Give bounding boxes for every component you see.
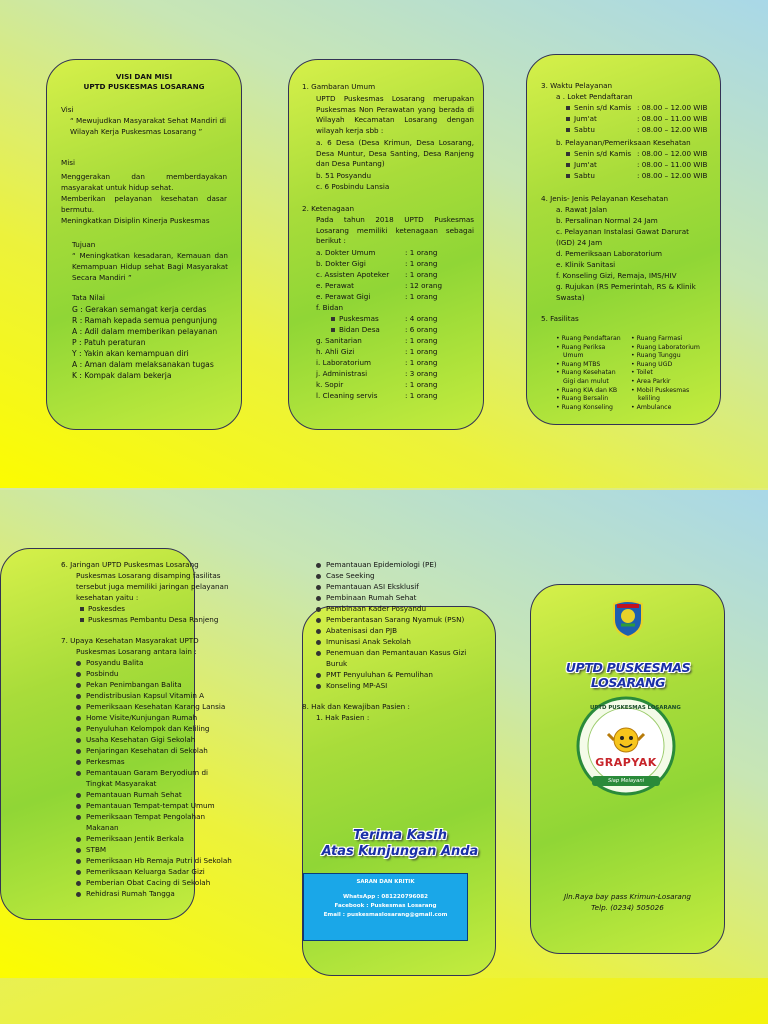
bullet-icon [76, 683, 81, 688]
wilayah-item: c. 6 Posbindu Lansia [316, 182, 390, 191]
upaya-label: Imunisasi Anak Sekolah [326, 637, 411, 646]
bullet-icon [566, 106, 570, 110]
tujuan-text: “ Meningkatkan kesadaran, Kemauan dan Kemampuan Hidup sehat Bagi Masyarakat Secara Mandiri ” [72, 251, 228, 282]
upaya-item [76, 746, 208, 757]
bullet-icon [76, 694, 81, 699]
misi-item: Meningkatkan Disiplin Kinerja Puskesmas [61, 216, 210, 225]
upaya-item [76, 790, 182, 801]
upaya-label: Posyandu Balita [86, 658, 144, 667]
tata-nilai-item: G : Gerakan semangat kerja cerdas [72, 305, 207, 314]
bullet-icon [566, 163, 570, 167]
staff-role: l. Cleaning servis [316, 391, 378, 400]
layanan-item: e. Klinik Sanitasi [556, 260, 616, 269]
staff-role [331, 314, 379, 325]
staff-role: b. Dokter Gigi [316, 259, 366, 268]
section-text: 1. Hak Pasien : [316, 713, 370, 722]
upaya-item [316, 637, 411, 648]
section-title: 3. Waktu Pelayanan [541, 81, 613, 90]
upaya-label: Pemeriksaan Hb Remaja Putri di Sekolah [86, 856, 232, 865]
grapyak-logo [576, 696, 681, 796]
section-title: 1. Gambaran Umum [302, 82, 376, 91]
jaringan-item [80, 604, 125, 615]
phone-line: Telp. (0234) 505026 [591, 903, 664, 912]
upaya-label: Konseling MP-ASI [326, 681, 388, 690]
upaya-item [76, 801, 215, 812]
staff-count: : 1 orang [405, 259, 438, 268]
upaya-label: Pemberian Obat Cacing di Sekolah [86, 878, 211, 887]
wilayah-item: a. 6 Desa (Desa Krimun, Desa Losarang, Desa Muntur, Desa Santing, Desa Ranjeng dan Desa Puntang) [316, 138, 474, 169]
fasilitas-item: • Area Parkir [631, 378, 671, 385]
upaya-label: Home Visite/Kunjungan Rumah [86, 713, 198, 722]
fasilitas-label: Ruang Laboratorium [636, 343, 700, 351]
upaya-label: Pemantauan Rumah Sehat [86, 790, 182, 799]
fasilitas-item: • Mobil Puskesmas [631, 386, 690, 394]
bullet-icon [76, 892, 81, 897]
staff-count: : 1 orang [405, 336, 438, 345]
fasilitas-item: • Ruang Kesehatan [556, 369, 616, 377]
layanan-item: g. Rujukan (RS Pemerintah, RS & Klinik [556, 282, 696, 291]
upaya-item [316, 582, 419, 593]
upaya-item [76, 768, 208, 779]
fasilitas-item: • Ruang Periksa [556, 343, 606, 351]
schedule-time: : 08.00 – 12.00 WIB [637, 125, 708, 134]
saran-kritik-box [303, 873, 468, 941]
bullet-icon [316, 585, 321, 590]
fasilitas-label: Area Parkir [636, 378, 671, 385]
upaya-item [76, 812, 205, 823]
fasilitas-label: Ruang KIA dan KB [561, 386, 618, 394]
fasilitas-label: Mobil Puskesmas [636, 386, 690, 394]
fasilitas-item: • Ambulance [631, 403, 672, 411]
wilayah-item: b. 51 Posyandu [316, 171, 372, 180]
layanan-item: a. Rawat Jalan [556, 205, 608, 214]
emblem-shape [611, 598, 645, 638]
bullet-icon [566, 174, 570, 178]
bullet-icon [316, 563, 321, 568]
fasilitas-label: Ruang Farmasi [636, 335, 683, 342]
fasilitas-item: • Ruang Farmasi [631, 335, 683, 342]
upaya-label: Pemeriksaan Kesehatan Karang Lansia [86, 702, 226, 711]
upaya-label: Penemuan dan Pemantauan Kasus Gizi [326, 648, 467, 657]
day-label: Sabtu [574, 171, 595, 180]
visi-text: “ Mewujudkan Masyarakat Sehat Mandiri di Wilayah Kerja Puskesmas Losarang ” [70, 116, 226, 136]
logo-tagline: Siap Melayani [607, 778, 645, 784]
bullet-icon [316, 607, 321, 612]
schedule-day [566, 114, 597, 125]
schedule-time: : 08.00 – 12.00 WIB [637, 103, 708, 112]
staff-role: k. Sopir [316, 380, 344, 389]
section-text: Pada tahun 2018 UPTD Puskesmas Losarang memiliki ketenagaan sebagai berikut : [316, 215, 474, 246]
staff-count: : 1 orang [405, 347, 438, 356]
bullet-icon [76, 793, 81, 798]
section-text: kesehatan yaitu : [76, 593, 139, 602]
fasilitas-item: • Ruang MTBS [556, 360, 601, 368]
bullet-icon [76, 881, 81, 886]
staff-role: j. Administrasi [316, 369, 368, 378]
layanan-item: d. Pemeriksaan Laboratorium [556, 249, 663, 258]
bullet-icon [316, 640, 321, 645]
bullet-icon [76, 804, 81, 809]
layanan-item: b. Persalinan Normal 24 Jam [556, 216, 658, 225]
jaringan-label: Puskesmas Pembantu Desa Ranjeng [88, 615, 219, 624]
fasilitas-item: • Toilet [631, 369, 653, 377]
section-text: Puskesmas Losarang disamping fasilitas [76, 571, 221, 580]
bullet-icon [566, 128, 570, 132]
staff-count: : 6 orang [405, 325, 438, 334]
upaya-item [76, 658, 143, 669]
schedule-day [566, 125, 595, 136]
misi-label: Misi [61, 158, 75, 167]
upaya-label: Usaha Kesehatan Gigi Sekolah [86, 735, 196, 744]
visi-label: Visi [61, 105, 74, 114]
tata-nilai-label: Tata Nilai [72, 293, 105, 302]
logo-wordmark: GRAPYAK [595, 756, 657, 769]
section-title: 2. Ketenagaan [302, 204, 355, 213]
section-text: Puskesmas Losarang antara lain : [76, 647, 197, 656]
bullet-icon [76, 661, 81, 666]
bullet-icon [331, 328, 335, 332]
upaya-item [316, 626, 397, 637]
upaya-item [76, 845, 106, 856]
upaya-label: Pemberantasan Sarang Nyamuk (PSN) [326, 615, 465, 624]
schedule-time: : 08.00 – 11.00 WIB [637, 114, 708, 123]
staff-count: : 4 orang [405, 314, 438, 323]
tujuan-label: Tujuan [72, 240, 96, 249]
day-label: Sabtu [574, 125, 595, 134]
panel-heading: VISI DAN MISI [115, 72, 173, 81]
section-title: 7. Upaya Kesehatan Masyarakat UPTD [61, 636, 199, 645]
upaya-label: Pemeriksaan Keluarga Sadar Gizi [86, 867, 205, 876]
staff-role: f. Bidan [316, 303, 344, 312]
upaya-item [76, 713, 197, 724]
bullet-icon [76, 727, 81, 732]
section-title: 8. Hak dan Kewajiban Pasien : [302, 702, 410, 711]
upaya-label: Penyuluhan Kelompok dan Keliling [86, 724, 210, 733]
panel-subheading: UPTD PUSKESMAS LOSARANG [83, 82, 205, 91]
upaya-item: Makanan [86, 823, 119, 832]
tata-nilai-item: A : Adil dalam memberikan pelayanan [72, 327, 218, 336]
tata-nilai-item: A : Aman dalam melaksanakan tugas [72, 360, 214, 369]
section-title: 4. Jenis- Jenis Pelayanan Kesehatan [541, 194, 669, 203]
bullet-icon [80, 607, 84, 611]
bullet-icon [566, 152, 570, 156]
upaya-item: Tingkat Masyarakat [86, 779, 157, 788]
upaya-label: Pemeriksaan Jentik Berkala [86, 834, 184, 843]
bullet-icon [76, 738, 81, 743]
staff-role: h. Ahli Gizi [316, 347, 355, 356]
upaya-item [76, 834, 184, 845]
thanks-line-1: Terima Kasih [352, 828, 447, 843]
tata-nilai-item: P : Patuh peraturan [72, 338, 146, 347]
upaya-item [76, 889, 175, 900]
staff-count: : 1 orang [405, 270, 438, 279]
bullet-icon [316, 596, 321, 601]
upaya-label: Posbindu [86, 669, 119, 678]
day-label: Senin s/d Kamis [574, 103, 632, 112]
upaya-item [76, 702, 225, 713]
upaya-label: Pemeriksaan Tempat Pengolahan [86, 812, 206, 821]
upaya-label: Abatenisasi dan PJB [326, 626, 398, 635]
upaya-item [76, 878, 210, 889]
email-contact[interactable]: Email : puskesmaslosarang@gmail.com [323, 912, 448, 918]
staff-role: e. Perawat Gigi [316, 292, 371, 301]
facebook-contact[interactable]: Facebook : Puskesmas Losarang [334, 903, 437, 909]
fasilitas-label: Ruang Tunggu [636, 352, 681, 360]
upaya-item [316, 670, 433, 681]
upaya-label: Pemantauan Garam Beryodium di [86, 768, 209, 777]
jaringan-label: Poskesdes [88, 604, 126, 613]
staff-count: : 1 orang [405, 292, 438, 301]
fasilitas-item: Umum [563, 352, 584, 360]
misi-item: Memberikan pelayanan kesehatan dasar bermutu. [61, 194, 227, 214]
thanks-line-2: Atas Kunjungan Anda [321, 844, 479, 859]
upaya-item [76, 680, 182, 691]
bullet-icon [76, 760, 81, 765]
bullet-icon [331, 317, 335, 321]
staff-count: : 3 orang [405, 369, 438, 378]
fasilitas-item: • Ruang Laboratorium [631, 343, 700, 351]
upaya-item [76, 757, 125, 768]
layanan-item: (IGD) 24 Jam [556, 238, 603, 247]
upaya-item [316, 681, 387, 692]
staff-role: i. Laboratorium [316, 358, 372, 367]
tata-nilai-item: K : Kompak dalam bekerja [72, 371, 172, 380]
upaya-label: Pemantauan Epidemiologi (PE) [326, 560, 437, 569]
staff-role-label: Puskesmas [339, 314, 379, 323]
misi-item: Menggerakan dan memberdayakan masyarakat untuk hidup sehat. [61, 172, 227, 192]
staff-role: e. Perawat [316, 281, 354, 290]
section-title: 5. Fasilitas [541, 314, 579, 323]
section-text: tersebut juga memiliki jaringan pelayanan [76, 582, 229, 591]
schedule-day [566, 103, 631, 114]
fasilitas-item: • Ruang KIA dan KB [556, 386, 618, 394]
fasilitas-label: Ruang Konseling [561, 403, 613, 411]
staff-count: : 1 orang [405, 248, 438, 257]
upaya-item: Buruk [326, 659, 348, 668]
upaya-item [76, 724, 209, 735]
schedule-time: : 08.00 – 11.00 WIB [637, 160, 708, 169]
fasilitas-label: Ruang Bersalin [561, 395, 609, 403]
cover-title: UPTD PUSKESMAS LOSARANG [565, 660, 691, 690]
day-label: Senin s/d Kamis [574, 149, 632, 158]
bullet-icon [76, 870, 81, 875]
upaya-item [316, 560, 437, 571]
tata-nilai-item: R : Ramah kepada semua pengunjung [72, 316, 218, 325]
day-label: Jum'at [574, 160, 597, 169]
bullet-icon [76, 749, 81, 754]
fasilitas-label: Ruang MTBS [561, 360, 601, 368]
upaya-item [316, 593, 417, 604]
upaya-label: Pemantauan Tempat-tempat Umum [86, 801, 215, 810]
fasilitas-item: • Ruang Konseling [556, 403, 613, 411]
bullet-icon [316, 651, 321, 656]
day-label: Jum'at [574, 114, 597, 123]
bullet-icon [76, 771, 81, 776]
schedule-time: : 08.00 – 12.00 WIB [637, 149, 708, 158]
upaya-label: Pemantauan ASI Eksklusif [326, 582, 419, 591]
layanan-item: f. Konseling Gizi, Remaja, IMS/HIV [556, 271, 677, 280]
upaya-label: STBM [86, 845, 107, 854]
upaya-item [76, 691, 204, 702]
fasilitas-item: • Ruang Pendaftaran [556, 335, 621, 342]
bullet-icon [76, 672, 81, 677]
upaya-item [316, 648, 466, 659]
bullet-icon [316, 673, 321, 678]
tata-nilai-item: Y : Yakin akan kemampuan diri [72, 349, 189, 358]
fasilitas-item: Gigi dan mulut [563, 378, 609, 385]
fasilitas-label: Ruang UGD [636, 360, 673, 368]
upaya-item [76, 735, 195, 746]
bullet-icon [76, 837, 81, 842]
upaya-item [316, 615, 464, 626]
fasilitas-item: • Ruang Bersalin [556, 395, 609, 403]
staff-count: : 1 orang [405, 358, 438, 367]
bullet-icon [76, 815, 81, 820]
fasilitas-label: Toilet [636, 369, 653, 377]
logo-ring-text: UPTD PUSKESMAS LOSARANG [590, 705, 681, 711]
staff-count: : 1 orang [405, 391, 438, 400]
whatsapp-contact[interactable]: WhatsApp : 081220796082 [342, 894, 429, 900]
upaya-label: Perkesmas [86, 757, 125, 766]
schedule-time: : 08.00 – 12.00 WIB [637, 171, 708, 180]
fasilitas-label: Ruang Periksa [561, 343, 606, 351]
bullet-icon [76, 705, 81, 710]
upaya-item [76, 669, 118, 680]
upaya-label: Pekan Penimbangan Balita [86, 680, 182, 689]
pelayanan-title: b. Pelayanan/Pemeriksaan Kesehatan [556, 138, 691, 147]
address-line: Jln.Raya bay pass Krimun-Losarang [564, 892, 691, 901]
loket-title: a . Loket Pendaftaran [556, 92, 633, 101]
staff-role [331, 325, 380, 336]
upaya-label: Pendistribusian Kapsul Vitamin A [86, 691, 205, 700]
jaringan-item [80, 615, 218, 626]
fasilitas-label: Ruang Pendaftaran [561, 335, 621, 342]
fasilitas-label: Ambulance [636, 403, 672, 411]
upaya-item [76, 867, 205, 878]
upaya-label: Penjaringan Kesehatan di Sekolah [86, 746, 208, 755]
bullet-icon [76, 716, 81, 721]
fasilitas-item: • Ruang Tunggu [631, 352, 681, 360]
staff-role: c. Assisten Apoteker [316, 270, 390, 279]
upaya-label: Rehidrasi Rumah Tangga [86, 889, 175, 898]
upaya-label: PMT Penyuluhan & Pemulihan [326, 670, 433, 679]
saran-title: SARAN DAN KRITIK [356, 879, 415, 885]
section-title: 6. Jaringan UPTD Puskesmas Losarang [61, 560, 199, 569]
staff-count: : 12 orang [405, 281, 443, 290]
bullet-icon [80, 618, 84, 622]
fasilitas-item: • Ruang UGD [631, 360, 673, 368]
upaya-item [316, 571, 375, 582]
staff-role: g. Sanitarian [316, 336, 362, 345]
upaya-label: Pembinaan Rumah Sehat [326, 593, 417, 602]
bullet-icon [316, 574, 321, 579]
bullet-icon [316, 684, 321, 689]
fasilitas-item: keliling [638, 395, 660, 403]
upaya-item [76, 856, 232, 867]
fasilitas-label: Ruang Kesehatan [561, 369, 616, 377]
bullet-icon [316, 618, 321, 623]
upaya-label: Case Seeking [326, 571, 375, 580]
staff-role: a. Dokter Umum [316, 248, 376, 257]
bullet-icon [76, 859, 81, 864]
schedule-day [566, 149, 631, 160]
schedule-day [566, 171, 595, 182]
bullet-icon [316, 629, 321, 634]
upaya-label: Pembinaan Kader Posyandu [326, 604, 427, 613]
layanan-item: Swasta) [556, 293, 585, 302]
upaya-item [316, 604, 426, 615]
schedule-day [566, 160, 597, 171]
bullet-icon [566, 117, 570, 121]
regency-emblem-icon [611, 598, 645, 638]
section-text: UPTD Puskesmas Losarang merupakan Puskesmas Non Perawatan yang berada di Wilayah Kecamatan Losarang dengan wilayah kerja sbb : [316, 94, 474, 135]
bullet-icon [76, 848, 81, 853]
layanan-item: c. Pelayanan Instalasi Gawat Darurat [556, 227, 689, 236]
staff-count: : 1 orang [405, 380, 438, 389]
staff-role-label: Bidan Desa [339, 325, 380, 334]
